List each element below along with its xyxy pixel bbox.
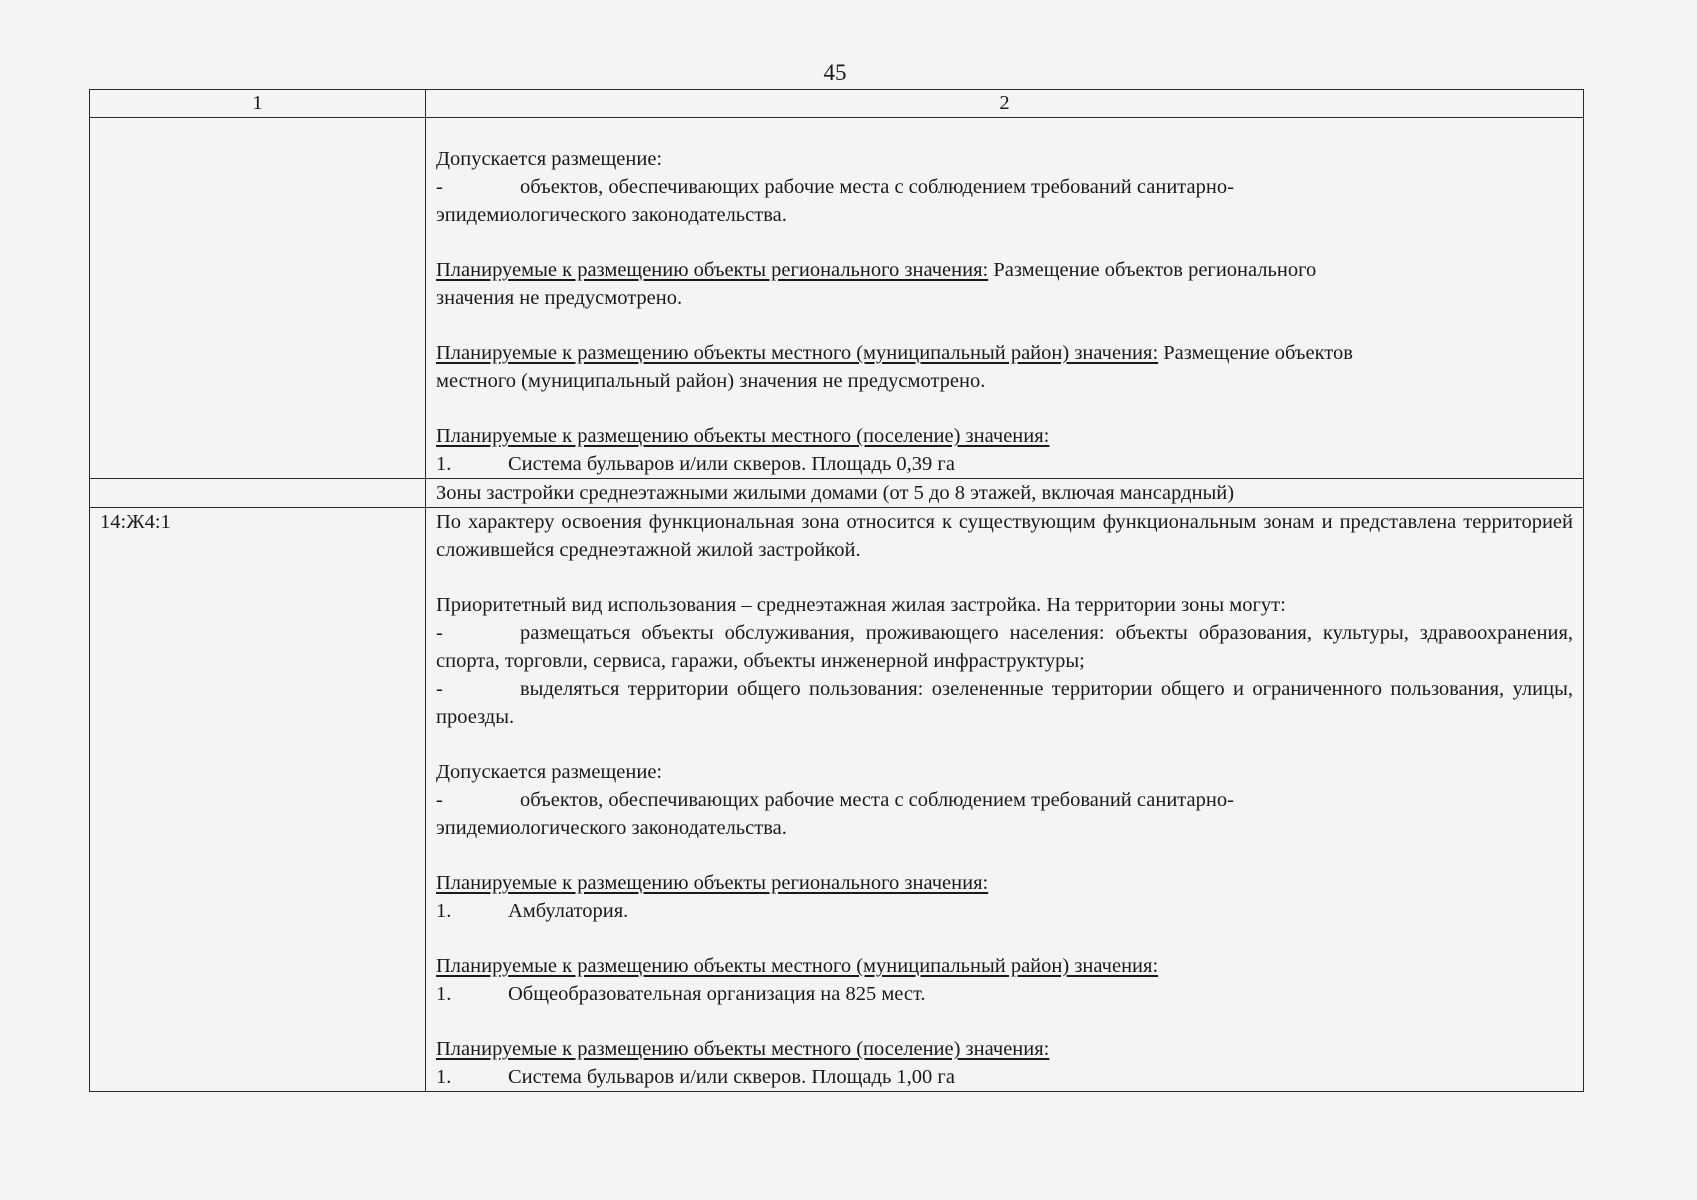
bullet-marker: -: [436, 176, 443, 198]
zones-table: [89, 89, 1584, 1092]
allowed-item-line1: объектов, обеспечивающих рабочие места с соблюдением требований санитарно-: [520, 176, 1234, 198]
zone-priority: Приоритетный вид использования – среднеэтажная жилая застройка. На территории зоны могут:: [436, 594, 1286, 616]
zone-title: Зоны застройки среднеэтажными жилыми домами (от 5 до 8 этажей, включая мансардный): [426, 479, 1584, 508]
settlement-item: [436, 1063, 1573, 1091]
bullet-marker: -: [436, 678, 443, 700]
settlement-label: Планируемые к размещению объекты местного (поселение) значения:: [436, 1038, 1050, 1060]
municipal-item-text: Общеобразовательная организация на 825 мест.: [508, 983, 926, 1005]
zone-bullet-2-text: выделяться территории общего пользования: озелененные территории общего и ограниченного пользования, улицы, проезды.: [436, 678, 1573, 728]
allowed-item: [436, 786, 1573, 814]
regional-item-text: Амбулатория.: [508, 900, 629, 922]
municipal-paragraph: [436, 339, 1573, 367]
municipal-label: Планируемые к размещению объекты местного (муниципальный район) значения:: [436, 342, 1159, 364]
allowed-title: Допускается размещение:: [436, 761, 663, 783]
zone-title-row: [90, 479, 1584, 508]
item-number: 1.: [436, 1066, 452, 1088]
settlement-item-text: Система бульваров и/или скверов. Площадь 1,00 га: [508, 1066, 955, 1088]
regional-label: Планируемые к размещению объекты регионального значения:: [436, 259, 989, 281]
settlement-item: [436, 450, 1573, 478]
zone-title-empty-cell: [90, 479, 426, 508]
table-row: [90, 118, 1584, 479]
allowed-title: Допускается размещение:: [436, 148, 663, 170]
regional-paragraph: [436, 256, 1573, 284]
settlement-label: Планируемые к размещению объекты местного (поселение) значения:: [436, 425, 1050, 447]
allowed-item-line2: эпидемиологического законодательства.: [436, 204, 787, 226]
table-header-row: [90, 90, 1584, 118]
zone-bullet-1-text: размещаться объекты обслуживания, проживающего населения: объекты образования, культуры, здравоохранения, спорта, торговли, сервиса, гаражи, объекты инженерной инфраструктуры;: [436, 622, 1573, 672]
row1-description-cell: [426, 118, 1584, 479]
municipal-text-line2: местного (муниципальный район) значения не предусмотрено.: [436, 370, 986, 392]
municipal-text-line1: Размещение объектов: [1158, 342, 1353, 364]
regional-label: Планируемые к размещению объекты регионального значения:: [436, 872, 989, 894]
item-number: 1.: [436, 453, 452, 475]
allowed-item-line2: эпидемиологического законодательства.: [436, 817, 787, 839]
regional-text-line2: значения не предусмотрено.: [436, 287, 683, 309]
regional-text-line1: Размещение объектов регионального: [988, 259, 1317, 281]
table-row: [90, 508, 1584, 1092]
page-number: 45: [823, 60, 847, 85]
settlement-item-text: Система бульваров и/или скверов. Площадь 0,39 га: [508, 453, 955, 475]
item-number: 1.: [436, 983, 452, 1005]
allowed-item: [436, 173, 1573, 201]
zone-bullet-2: [436, 675, 1573, 731]
bullet-marker: -: [436, 789, 443, 811]
row2-description-cell: [426, 508, 1584, 1092]
row1-code-cell: [90, 118, 426, 479]
regional-item: [436, 897, 1573, 925]
bullet-marker: -: [436, 622, 443, 644]
municipal-item: [436, 980, 1573, 1008]
zone-bullet-1: [436, 619, 1573, 675]
item-number: 1.: [436, 900, 452, 922]
allowed-item-line1: объектов, обеспечивающих рабочие места с соблюдением требований санитарно-: [520, 789, 1234, 811]
zone-intro: По характеру освоения функциональная зона относится к существующим функциональным зонам и представлена территорией сложившейся среднеэтажной жилой застройкой.: [436, 511, 1573, 561]
zone-code: 14:Ж4:1: [90, 508, 426, 1092]
header-col-1: 1: [90, 90, 426, 118]
municipal-label: Планируемые к размещению объекты местного (муниципальный район) значения:: [436, 955, 1159, 977]
header-col-2: 2: [426, 90, 1584, 118]
